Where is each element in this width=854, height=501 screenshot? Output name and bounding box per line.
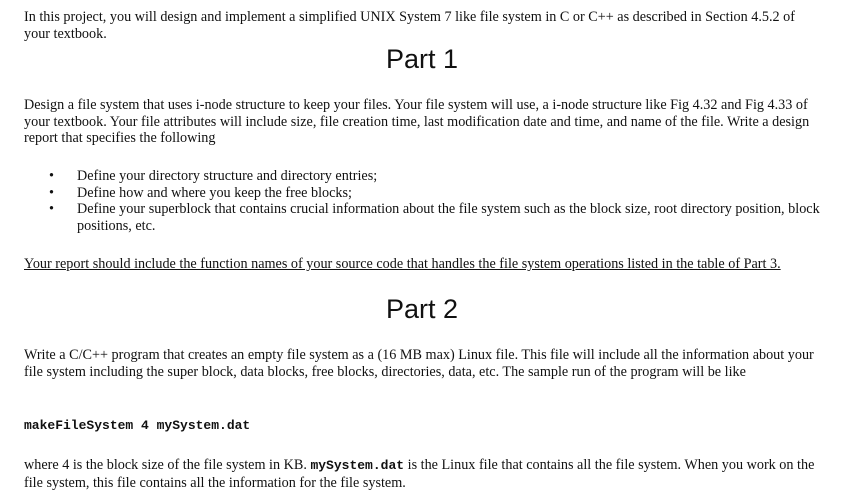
part2-description: Write a C/C++ program that creates an empty file system as a (16 MB max) Linux file. This file will include all the information about your file system including the super block, data blocks, free blocks, directories, data, etc. The sample run of the program will be like — [24, 347, 814, 380]
bullet-icon: • — [49, 201, 54, 218]
bullet-icon: • — [49, 184, 54, 201]
explanation-text: is the Linux file that contains all the file system. When you work on the file system, this file contains all the information for the file system. — [24, 457, 815, 491]
filename-code: mySystem.dat — [310, 458, 405, 473]
part1-heading: Part 1 — [385, 44, 459, 74]
part2-heading: Part 2 — [385, 294, 459, 324]
intro-paragraph: In this project, you will design and implement a simplified UNIX System 7 like file system in C or C++ as described in Section 4.5.2 of your textbook. — [24, 9, 795, 42]
part2-explanation — [24, 457, 824, 491]
bullet-icon: • — [49, 168, 54, 184]
part1-description: Design a file system that uses i-node structure to keep your files. Your file system will use, a i-node structure like Fig 4.32 and Fig 4.33 of your textbook. Your file attributes will include size, file creation time, last modification date and time, and name of the file. Write a design report that specifies the following — [24, 97, 810, 147]
list-item — [48, 185, 828, 202]
explanation-text: where 4 is the block size of the file system in KB. — [24, 457, 311, 473]
bullet-text: Define how and where you keep the free blocks; — [77, 184, 352, 201]
bullet-text: Define your superblock that contains crucial information about the file system such as the block size, root directory position, block positions, etc. — [77, 201, 820, 234]
part1-bullet-list — [48, 168, 828, 234]
list-item — [48, 168, 828, 185]
report-note: Your report should include the function names of your source code that handles the file system operations listed in the table of Part 3. — [24, 256, 781, 272]
list-item — [48, 201, 828, 234]
bullet-text: Define your directory structure and directory entries; — [77, 168, 378, 184]
command-example: makeFileSystem 4 mySystem.dat — [24, 418, 251, 433]
